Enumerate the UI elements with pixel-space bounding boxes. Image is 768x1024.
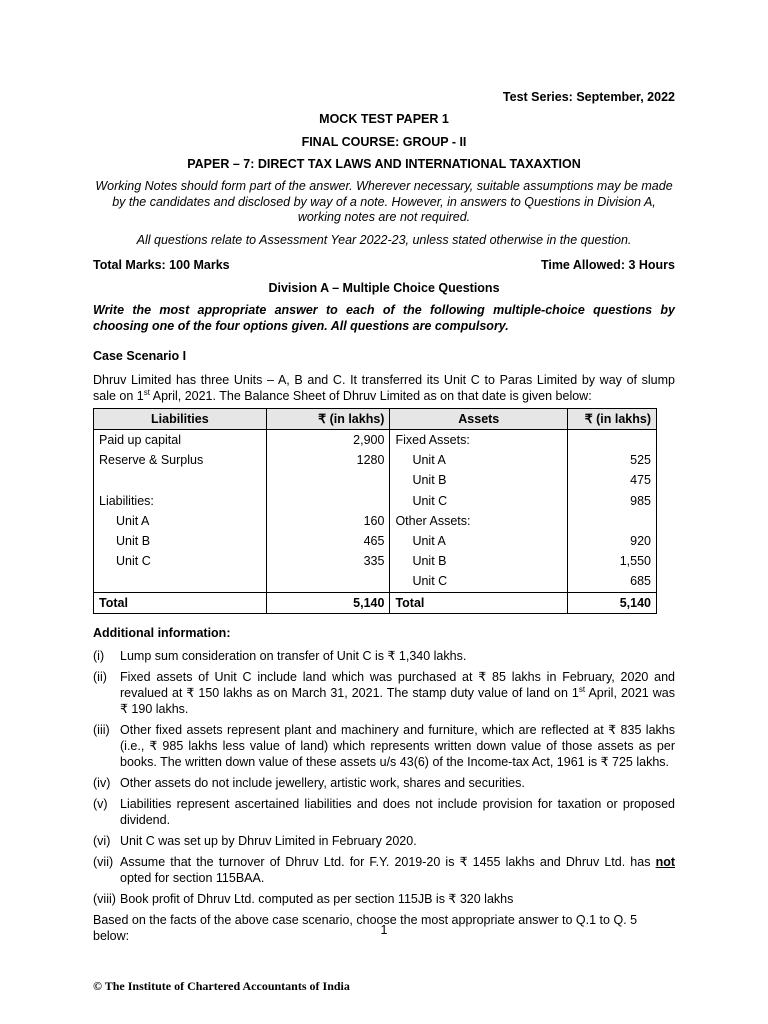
case-intro: Dhruv Limited has three Units – A, B and C. It transferred its Unit C to Paras Limited by way of slump sale on 1st April, 2021. The Balance Sheet of Dhruv Limited as on that date is given below: — [93, 373, 675, 403]
table-row — [94, 511, 657, 531]
table-row — [94, 470, 657, 490]
cell — [94, 571, 267, 592]
assessment-year-note: All questions relate to Assessment Year 2022-23, unless stated otherwise in the question. — [136, 233, 632, 247]
case-heading: Case Scenario I — [93, 349, 187, 363]
test-series-label: Test Series: September, 2022 — [502, 90, 675, 104]
total-label: Total — [94, 592, 267, 613]
cell: 335 — [266, 551, 390, 571]
cell: 1,550 — [568, 551, 657, 571]
header-assets: Assets — [390, 409, 568, 430]
cell: Unit B — [390, 551, 568, 571]
cell: 2,900 — [266, 430, 390, 451]
footer-copyright: © The Institute of Chartered Accountants of India — [93, 979, 350, 993]
cell: Other Assets: — [390, 511, 568, 531]
balance-sheet-table — [93, 408, 657, 614]
list-item: (i) Lump sum consideration on transfer of Unit C is ₹ 1,340 lakhs. — [93, 649, 467, 663]
cell — [568, 430, 657, 451]
total-assets: 5,140 — [568, 592, 657, 613]
table-row — [94, 430, 657, 451]
additional-info-list — [93, 648, 675, 949]
header-liab-amount: ₹ (in lakhs) — [266, 409, 390, 430]
time-allowed: Time Allowed: 3 Hours — [540, 258, 675, 272]
mcq-instruction: Write the most appropriate answer to each of the following multiple-choice questions by choosing one of the four options given. All questions are compulsory. — [93, 303, 675, 333]
cell — [266, 470, 390, 490]
list-item: (iv) Other assets do not include jewellery, artistic work, shares and securities. — [93, 776, 525, 790]
cell: Reserve & Surplus — [94, 450, 267, 470]
cell: 985 — [568, 491, 657, 511]
cell: Unit B — [390, 470, 568, 490]
cell — [266, 491, 390, 511]
marks-time-row — [93, 258, 675, 272]
cell: Fixed Assets: — [390, 430, 568, 451]
cell: Unit A — [390, 531, 568, 551]
additional-info-heading: Additional information: — [93, 626, 231, 640]
total-liabilities: 5,140 — [266, 592, 390, 613]
table-row — [94, 491, 657, 511]
cell — [94, 470, 267, 490]
table-row — [94, 551, 657, 571]
cell: Unit B — [94, 531, 267, 551]
list-item: (vii) Assume that the turnover of Dhruv Ltd. for F.Y. 2019-20 is ₹ 1455 lakhs and Dhruv Ltd. has not opted for section 115BAA. — [93, 855, 675, 885]
table-row — [94, 571, 657, 592]
cell: Unit A — [390, 450, 568, 470]
working-notes-instruction: Working Notes should form part of the answer. Wherever necessary, suitable assumptions may be made by the candidates and disclosed by way of a note. However, in answers to Questions in Division A, working notes are not required. — [95, 179, 673, 224]
paper-title: MOCK TEST PAPER 1 — [319, 112, 449, 126]
closing-text: Based on the facts of the above case scenario, choose the most appropriate answer to Q.1 to Q. 5 below: — [93, 913, 638, 943]
header-asset-amount: ₹ (in lakhs) — [568, 409, 657, 430]
list-item: (vi) Unit C was set up by Dhruv Limited in February 2020. — [93, 834, 417, 848]
cell: 685 — [568, 571, 657, 592]
table-total-row — [94, 592, 657, 613]
list-item: (v) Liabilities represent ascertained liabilities and does not include provision for taxation or proposed dividend. — [93, 797, 675, 827]
cell: 920 — [568, 531, 657, 551]
total-label: Total — [390, 592, 568, 613]
cell: Unit C — [94, 551, 267, 571]
list-item: (viii) Book profit of Dhruv Ltd. computed as per section 115JB is ₹ 320 lakhs — [93, 892, 514, 906]
cell: 1280 — [266, 450, 390, 470]
cell: Unit C — [390, 571, 568, 592]
cell: Unit A — [94, 511, 267, 531]
total-marks: Total Marks: 100 Marks — [93, 258, 230, 272]
table-row — [94, 531, 657, 551]
list-item: (iii) Other fixed assets represent plant and machinery and furniture, which are reflected at ₹ 835 lakhs (i.e., ₹ 985 lakhs less value of land) which represents written down value of those assets as per books. The written down value of these assets u/s 43(6) of the Income-tax Act, 1961 is ₹ 725 lakhs. — [93, 723, 675, 769]
cell — [266, 571, 390, 592]
cell: 465 — [266, 531, 390, 551]
cell: 160 — [266, 511, 390, 531]
page-number: 1 — [380, 923, 388, 937]
paper-subject: PAPER – 7: DIRECT TAX LAWS AND INTERNATIONAL TAXAXTION — [187, 157, 581, 171]
table-row — [94, 450, 657, 470]
list-item: (ii) Fixed assets of Unit C include land which was purchased at ₹ 85 lakhs in February, 2020 and revalued at ₹ 150 lakhs as on March 31, 2021. The stamp duty value of land on 1st April, 2021 was ₹ 190 lakhs. — [93, 670, 675, 716]
cell — [568, 511, 657, 531]
header-liabilities: Liabilities — [94, 409, 267, 430]
cell: 475 — [568, 470, 657, 490]
course-title: FINAL COURSE: GROUP - II — [301, 135, 467, 149]
table-header-row — [94, 409, 657, 430]
division-heading: Division A – Multiple Choice Questions — [268, 281, 500, 295]
cell: 525 — [568, 450, 657, 470]
cell: Paid up capital — [94, 430, 267, 451]
cell: Liabilities: — [94, 491, 267, 511]
cell: Unit C — [390, 491, 568, 511]
